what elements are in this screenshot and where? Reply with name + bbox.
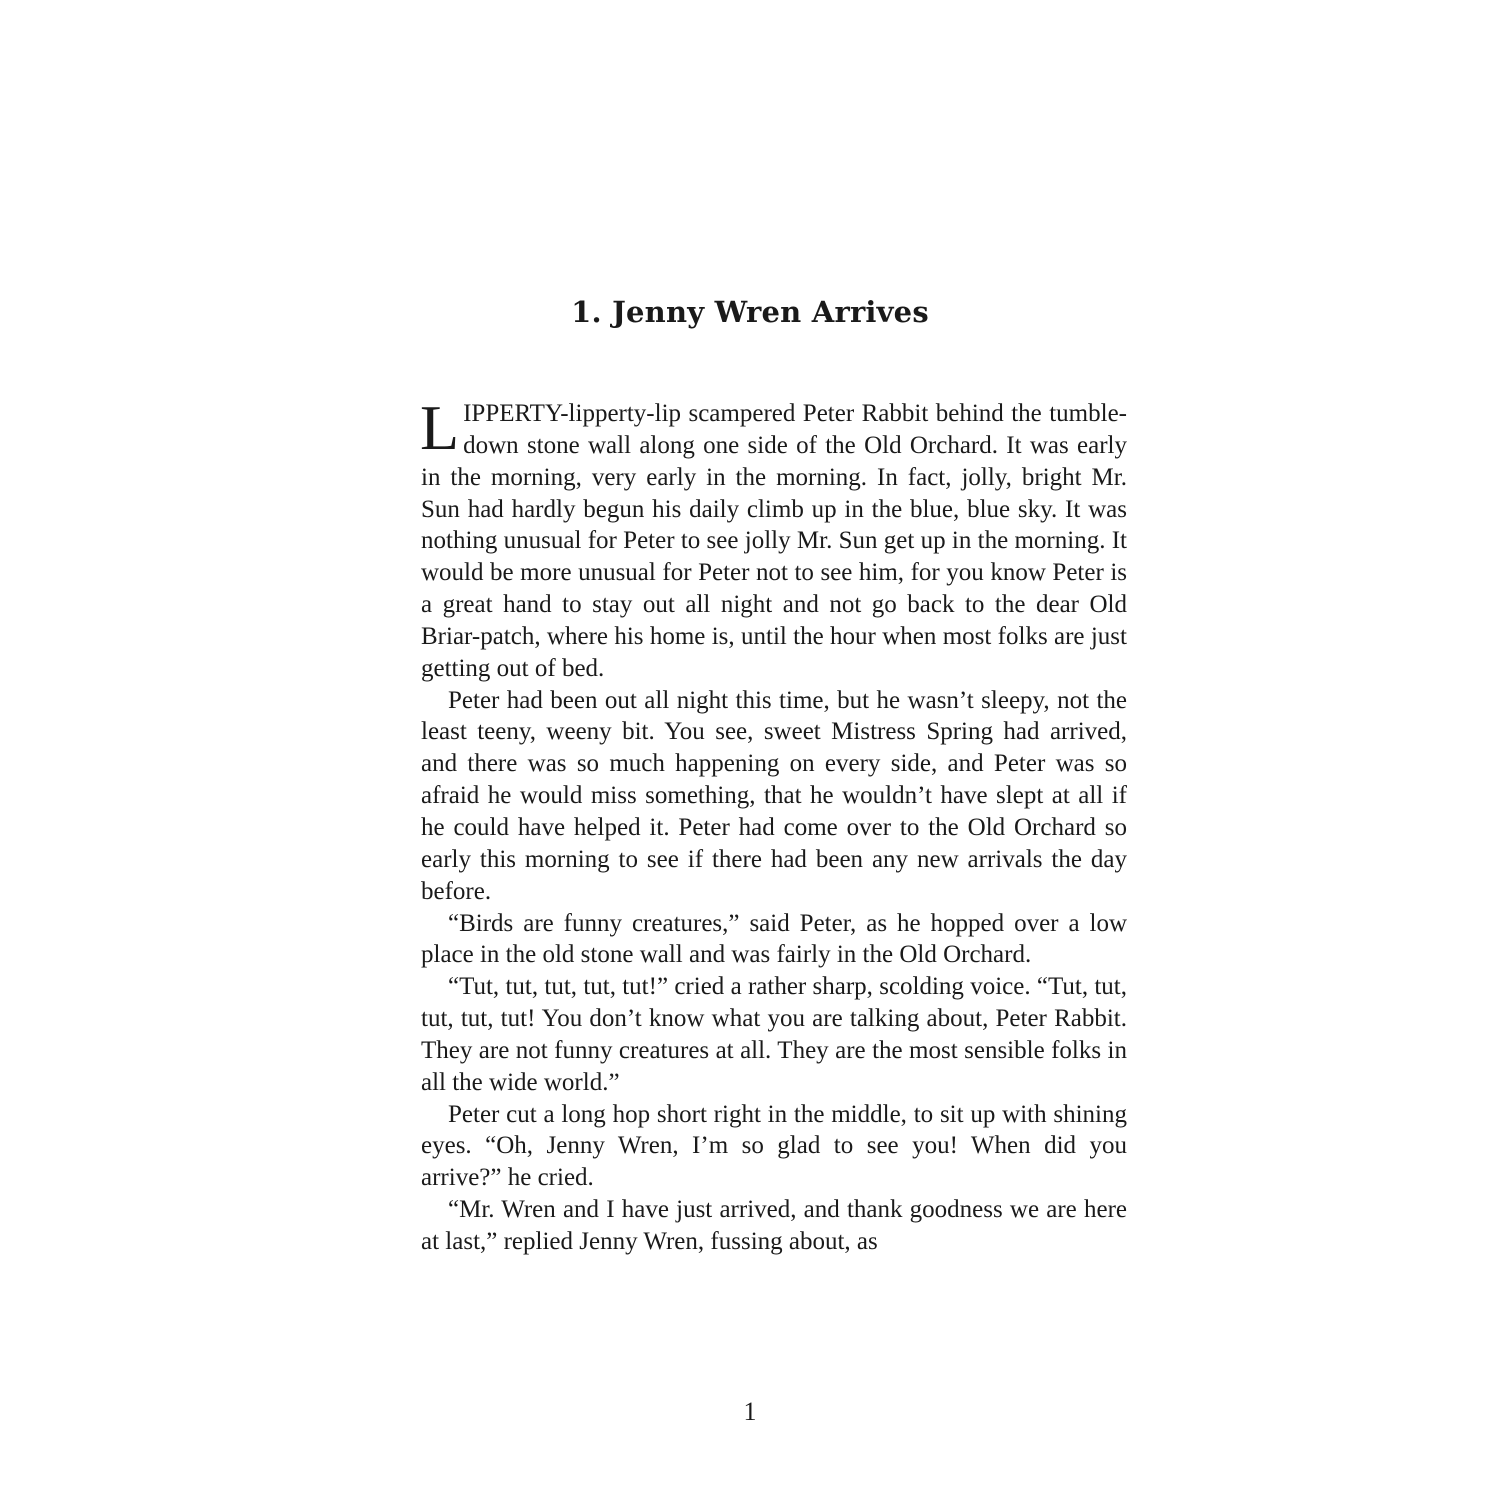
paragraph: Peter had been out all night this time, but he wasn’t sleepy, not the least teeny, weeny bit. You see, sweet Mistress Spring had arrived, and there was so much happening on every side, and Peter was so afraid he would miss something, that he wouldn’t have slept at all if he could have helped it. Peter had come over to the Old Orchard so early this morning to see if there had been any new arrivals the day before. — [421, 686, 1127, 905]
page-number: 1 — [743, 1397, 757, 1426]
opening-paragraph-text: IPPERTY-lipperty-lip scampered Peter Rabbit behind the tumble-down stone wall along one side of the Old Orchard. It was early in the morning, very early in the morning. In fact, jolly, bright Mr. Sun had hardly begun his daily climb up in the blue, blue sky. It was nothing unusual for Peter to see jolly Mr. Sun get up in the morning. It would be more unusual for Peter not to see him, for you know Peter is a great hand to stay out all night and not go back to the dear Old Briar-patch, where his home is, until the hour when most folks are just getting out of bed. — [421, 400, 1127, 682]
drop-cap: L — [420, 392, 460, 463]
paragraph: “Birds are funny creatures,” said Peter, as he hopped over a low place in the old stone wall and was fairly in the Old Orchard. — [421, 909, 1127, 969]
chapter-title: 1. Jenny Wren Arrives — [571, 295, 929, 329]
paragraph: “Tut, tut, tut, tut, tut!” cried a rather sharp, scolding voice. “Tut, tut, tut, tut, tut! You don’t know what you are talking about, Peter Rabbit. They are not funny creatures at all. They are the most sensible folks in all the wide world.” — [421, 973, 1127, 1096]
opening-paragraph — [420, 392, 1127, 685]
chapter-body — [420, 392, 1127, 1258]
paragraph: Peter cut a long hop short right in the middle, to sit up with shining eyes. “Oh, Jenny Wren, I’m so glad to see you! When did you arrive?” he cried. — [421, 1100, 1127, 1192]
paragraph: “Mr. Wren and I have just arrived, and thank goodness we are here at last,” replied Jenny Wren, fussing about, as — [421, 1196, 1127, 1255]
